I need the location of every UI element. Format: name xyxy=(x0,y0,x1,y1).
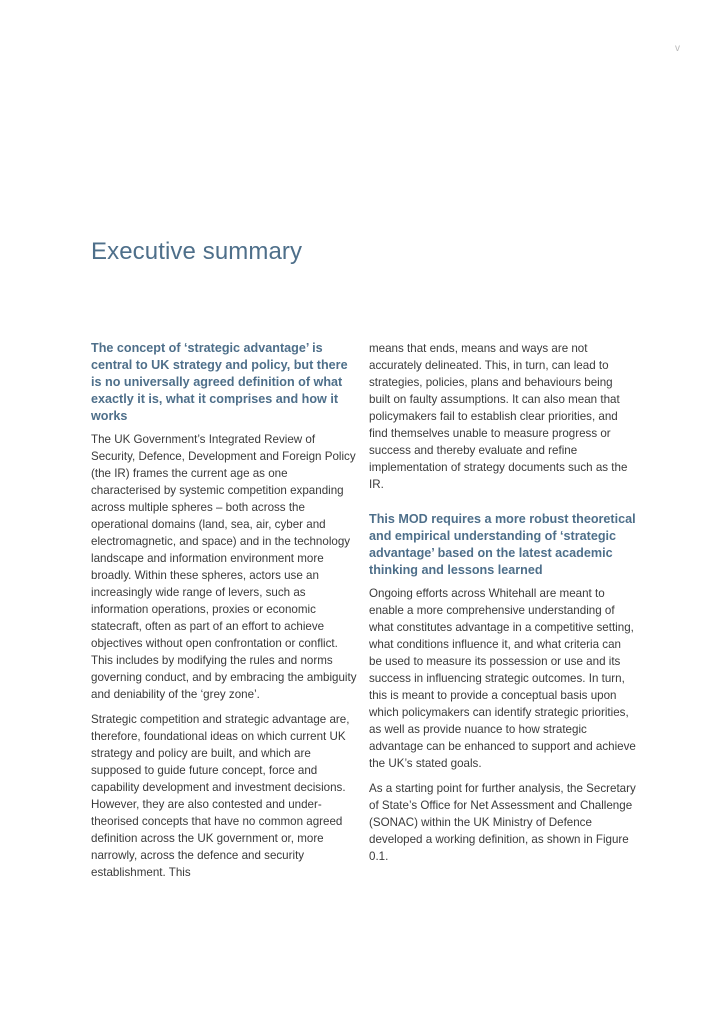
left-column xyxy=(91,340,357,889)
page-title: Executive summary xyxy=(91,238,303,265)
body-paragraph-sonac-definition: As a starting point for further analysis, the Secretary of State’s Office for Net Assessment and Challenge (SONAC) within the UK Ministry of Defence developed a working definition, as shown in Figure 0.1. xyxy=(369,781,636,863)
section-heading-strategic-advantage-concept: The concept of ‘strategic advantage’ is central to UK strategy and policy, but there is no universally agreed definition of what exactly it is, what it comprises and how it works xyxy=(91,341,348,423)
section-heading-mod-requirement: This MOD requires a more robust theoretical and empirical understanding of ‘strategic advantage’ based on the latest academic thinking and lessons learned xyxy=(369,512,636,577)
right-column xyxy=(369,340,637,873)
body-paragraph-integrated-review: The UK Government’s Integrated Review of Security, Defence, Development and Foreign Policy (the IR) frames the current age as one characterised by systemic competition expanding across multiple spheres – both across the operational domains (land, sea, air, cyber and electromagnetic, and space) and in the technology landscape and information environment more broadly. Within these spheres, actors use an increasingly wide range of levers, such as information operations, proxies or economic statecraft, often as part of an effort to achieve objectives without open confrontation or conflict. This includes by modifying the rules and norms governing conduct, and by embracing the ambiguity and deniability of the ‘grey zone’. xyxy=(91,432,357,701)
body-paragraph-ends-means-ways: means that ends, means and ways are not accurately delineated. This, in turn, can lead to strategies, policies, plans and behaviours being built on faulty assumptions. It can also mean that policymakers fail to establish clear priorities, and find themselves unable to measure progress or success and thereby evaluate and refine implementation of strategy documents such as the IR. xyxy=(369,342,628,491)
body-paragraph-whitehall-efforts: Ongoing efforts across Whitehall are meant to enable a more comprehensive understanding of what constitutes advantage in a competitive setting, what conditions influence it, and what criteria can be used to measure its possession or use and its success in influencing strategic outcomes. In turn, this is meant to provide a conceptual basis upon which policymakers can identify strategic priorities, as well as provide nuance to how strategic advantage can be enhanced to support and achieve the UK’s stated goals. xyxy=(369,586,636,770)
body-paragraph-strategic-competition: Strategic competition and strategic advantage are, therefore, foundational ideas on which current UK strategy and policy are built, and which are supposed to guide future concept, force and capability development and investment decisions. However, they are also contested and under-theorised concepts that have no common agreed definition across the UK government or, more narrowly, across the defence and security establishment. This xyxy=(91,712,350,879)
page-number: v xyxy=(675,43,680,54)
